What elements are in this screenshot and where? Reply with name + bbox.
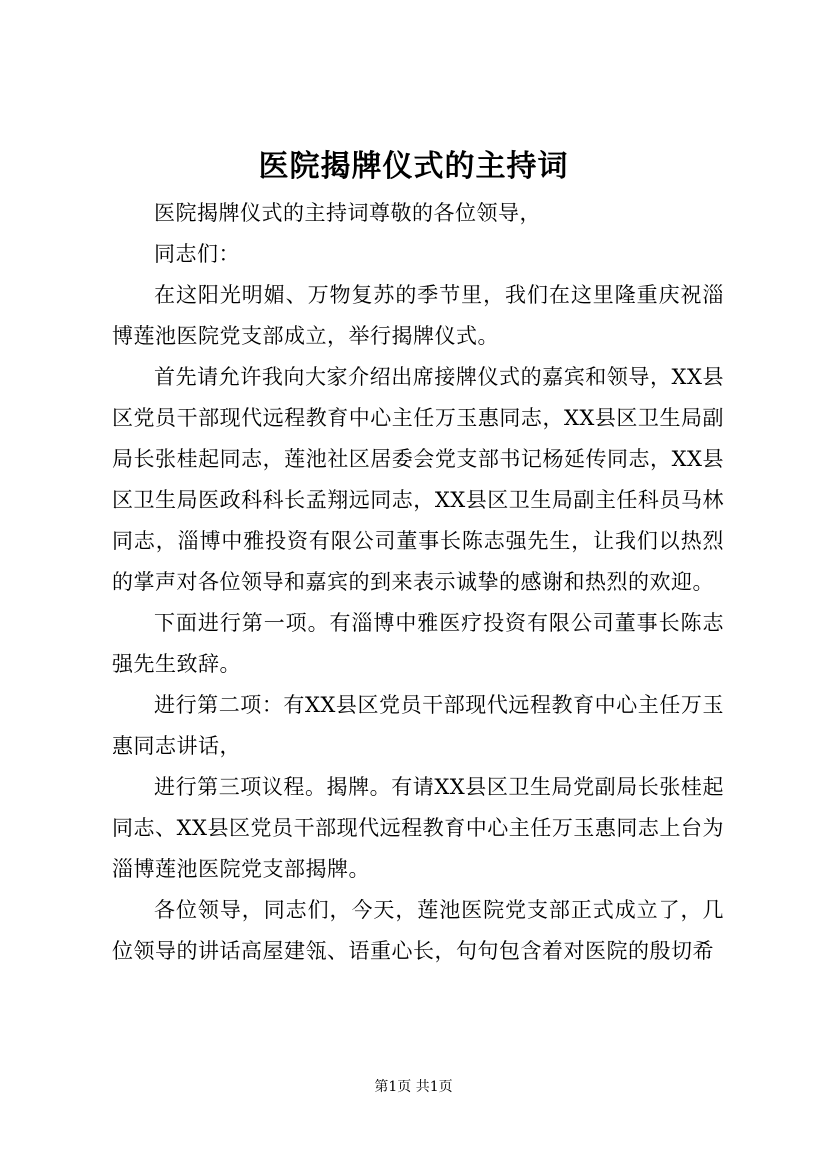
- paragraph: 进行第二项：有XX县区党员干部现代远程教育中心主任万玉惠同志讲话，: [112, 693, 724, 758]
- page-footer: 第1页 共1页: [374, 1079, 453, 1095]
- document-body: [112, 193, 724, 972]
- document-title: 医院揭牌仪式的主持词: [258, 149, 569, 184]
- paragraph: 首先请允许我向大家介绍出席接牌仪式的嘉宾和领导，XX县区党员干部现代远程教育中心主任万玉惠同志，XX县区卫生局副局长张桂起同志，莲池社区居委会党支部书记杨延传同志，XX县区卫生局医政科科长孟翔远同志，XX县区卫生局副主任科员马林同志，淄博中雅投资有限公司董事长陈志强先生，让我们以热烈的掌声对各位领导和嘉宾的到来表示诚挚的感谢和热烈的欢迎。: [112, 365, 724, 594]
- paragraph: 医院揭牌仪式的主持词尊敬的各位领导，: [154, 201, 541, 225]
- paragraph: 进行第三项议程。揭牌。有请XX县区卫生局党副局长张桂起同志、XX县区党员干部现代远程教育中心主任万玉惠同志上台为淄博莲池医院党支部揭牌。: [112, 775, 724, 881]
- paragraph: 同志们：: [154, 242, 240, 266]
- paragraph: 各位领导，同志们，今天，莲池医院党支部正式成立了，几位领导的讲话高屋建瓴、语重心长，句句包含着对医院的殷切希: [112, 898, 724, 963]
- paragraph: 在这阳光明媚、万物复苏的季节里，我们在这里隆重庆祝淄博莲池医院党支部成立，举行揭牌仪式。: [112, 283, 724, 348]
- paragraph: 下面进行第一项。有淄博中雅医疗投资有限公司董事长陈志强先生致辞。: [112, 611, 724, 676]
